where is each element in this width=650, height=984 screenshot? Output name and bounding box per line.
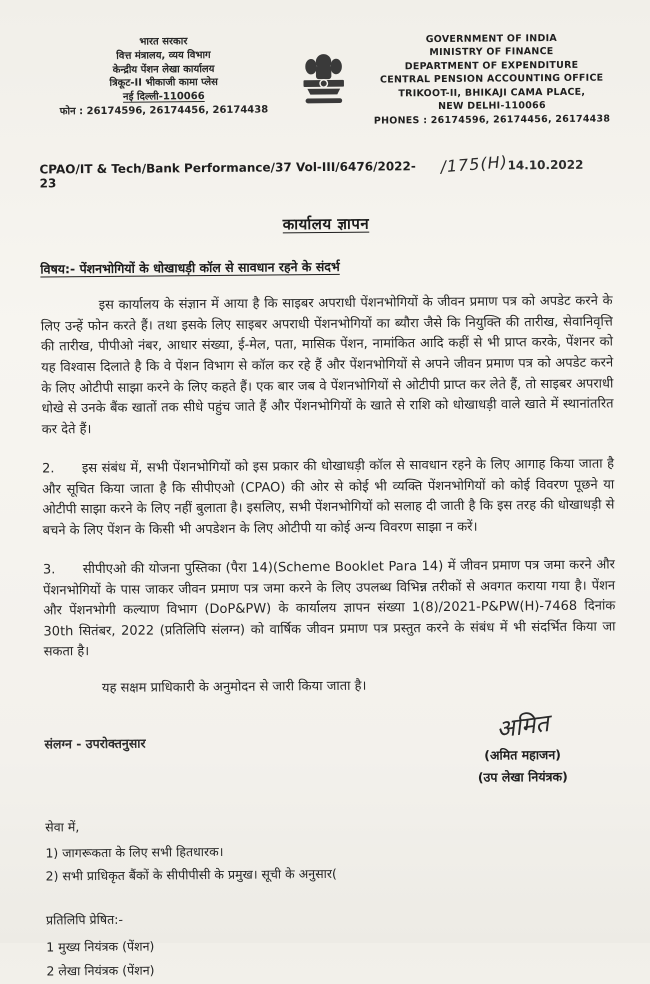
copy-to-item: 1 मुख्य नियंत्रक (पेंशन) (46, 938, 155, 955)
letterhead-hindi-line: भारत सरकार (139, 36, 188, 48)
paragraph-3: 3. सीपीएओ की योजना पुस्तिका (पैरा 14)(Scheme Booklet Para 14) में जीवन प्रमाण पत्र जमा करने और पेंशनभोगियों के पास जाकर जीवन प्रमाण पत्र जमा करने के लिए उपलब्ध विभिन्न तरीकों से अवगत कराया गया है। पेंशन और पेंशनभोगी कल्याण विभाग (DoP&PW) के कार्यालय ज्ञापन संख्या 1(8)/2021-P&PW(H)-7468 दिनांक 30th सितंबर, 2022 (प्रतिलिपि संलग्न) को वार्षिक जीवन प्रमाण पत्र प्रस्तुत करने के संबंध में भी संदर्भित किया जा सकता है। (42, 557, 616, 660)
addressee-item: 1) जागरूकता के लिए सभी हितधारक। (45, 843, 224, 861)
addressee-block (45, 810, 618, 888)
signature-block (432, 709, 613, 788)
letterhead-english-line: DEPARTMENT OF EXPENDITURE (404, 59, 579, 73)
letterhead-english-line: CENTRAL PENSION ACCOUNTING OFFICE (379, 73, 604, 86)
enclosure-line: संलग्न - उपरोक्तनुसार (44, 736, 146, 752)
addressee-heading: सेवा में, (45, 819, 80, 835)
ashoka-emblem-icon (288, 34, 359, 115)
letterhead-english-line: GOVERNMENT OF INDIA (425, 32, 558, 46)
signature-scribble: अमित (494, 709, 551, 745)
letterhead-english-block (372, 32, 611, 128)
reference-number: CPAO/IT & Tech/Bank Performance/37 Vol-III/6476/2022-23 (39, 159, 416, 191)
letterhead-hindi-line: फोन : 26174596, 26174456, 26174438 (59, 104, 269, 118)
paragraph-2: 2. इस संबंध में, सभी पेंशनभोगियों को इस प्रकार की धोखाधड़ी कॉल से सावधान रहने के लिए आगाह किया जाता है और सूचित किया जाता है कि सीपीएओ (CPAO) की ओर से कोई भी व्यक्ति पेंशनभोगियों को कोई विवरण पूछने या ओटीपी साझा करने के लिए नहीं बुलाता है। इसलिए, सभी पेंशनभोगियों को सलाह दी जाती है कि इस तरह की धोखाधड़ी से बचने के लिए पेंशन के किसी भी अपडेशन के लिए ओटीपी या कोई अन्य विवरण साझा न करें। (42, 456, 615, 539)
letterhead-english-line: TRIKOOT-II, BHIKAJI CAMA PLACE, (398, 86, 586, 100)
reference-row (39, 154, 611, 191)
signatory-name: (अमित महाजन) (484, 747, 562, 764)
letterhead-hindi-line: नई दिल्ली-110066 (122, 91, 205, 103)
letterhead-english-line: MINISTRY OF FINANCE (429, 46, 554, 59)
copy-to-heading: प्रतिलिपि प्रेषित:- (45, 911, 124, 928)
letterhead (38, 32, 611, 131)
signature-row (44, 709, 617, 791)
memo-title: कार्यालय ज्ञापन (282, 215, 370, 234)
copy-to-item: 2 लेखा नियंत्रक (पेंशन) (46, 962, 155, 979)
handwritten-diary-number: /175(H) (439, 152, 509, 177)
letterhead-hindi-block (52, 34, 275, 119)
addressee-item: 2) सभी प्राधिकृत बैंकों के सीपीपीसी के प्रमुख। सूची के अनुसार( (45, 866, 337, 884)
memo-date: 14.10.2022 (507, 158, 584, 173)
letterhead-hindi-line: त्रिकूट-II भीकाजी कामा प्लेस (109, 77, 218, 90)
letterhead-english-line: NEW DELHI-110066 (438, 100, 546, 113)
closing-line: यह सक्षम प्राधिकारी के अनुमोदन से जारी किया जाता है। (101, 678, 367, 696)
paragraph-1: इस कार्यालय के संज्ञान में आया है कि साइबर अपराधी पेंशनभोगियों के जीवन प्रमाण पत्र को अपडेट करने के लिए उन्हें फोन करते हैं। तथा इसके लिए साइबर अपराधी पेंशनभोगियों का ब्यौरा जैसे कि नियुक्ति की तारीख, सेवानिवृत्ति की तारीख, पीपीओ नंबर, आधार संख्या, ई-मेल, पता, मासिक पेंशन, नामांकित आदि कहीं से भी प्राप्त करके, पेंशनर को यह विश्वास दिलाते है कि वे पेंशन विभाग से कॉल कर रहे हैं और पेंशनभोगियों से अपने जीवन प्रमाण पत्र को अपडेट करने के लिए ओटीपी साझा करने के लिए कहते हैं। एक बार जब वे पेंशनभोगियों से ओटीपी प्राप्त कर लेते हैं, तो साइबर अपराधी धोखे से उनके बैंक खातों तक सीधे पहुंच जाते हैं और पेंशनभोगियों के खाते से राशि को धोखाधड़ी वाले खाते में स्थानांतरित कर देते हैं। (40, 293, 614, 438)
letterhead-english-line: PHONES : 26174596, 26174456, 26174438 (373, 113, 611, 127)
letterhead-hindi-line: केन्द्रीय पेंशन लेखा कार्यालय (112, 63, 215, 76)
signatory-designation: (उप लेखा नियंत्रक) (477, 768, 568, 785)
letterhead-hindi-line: वित्त मंत्रालय, व्यय विभाग (116, 49, 211, 62)
subject-line: विषय:- पेंशनभोगियों के धोखाधड़ी कॉल से सावधान रहने के संदर्भ (40, 259, 340, 277)
copy-to-block (46, 904, 619, 984)
